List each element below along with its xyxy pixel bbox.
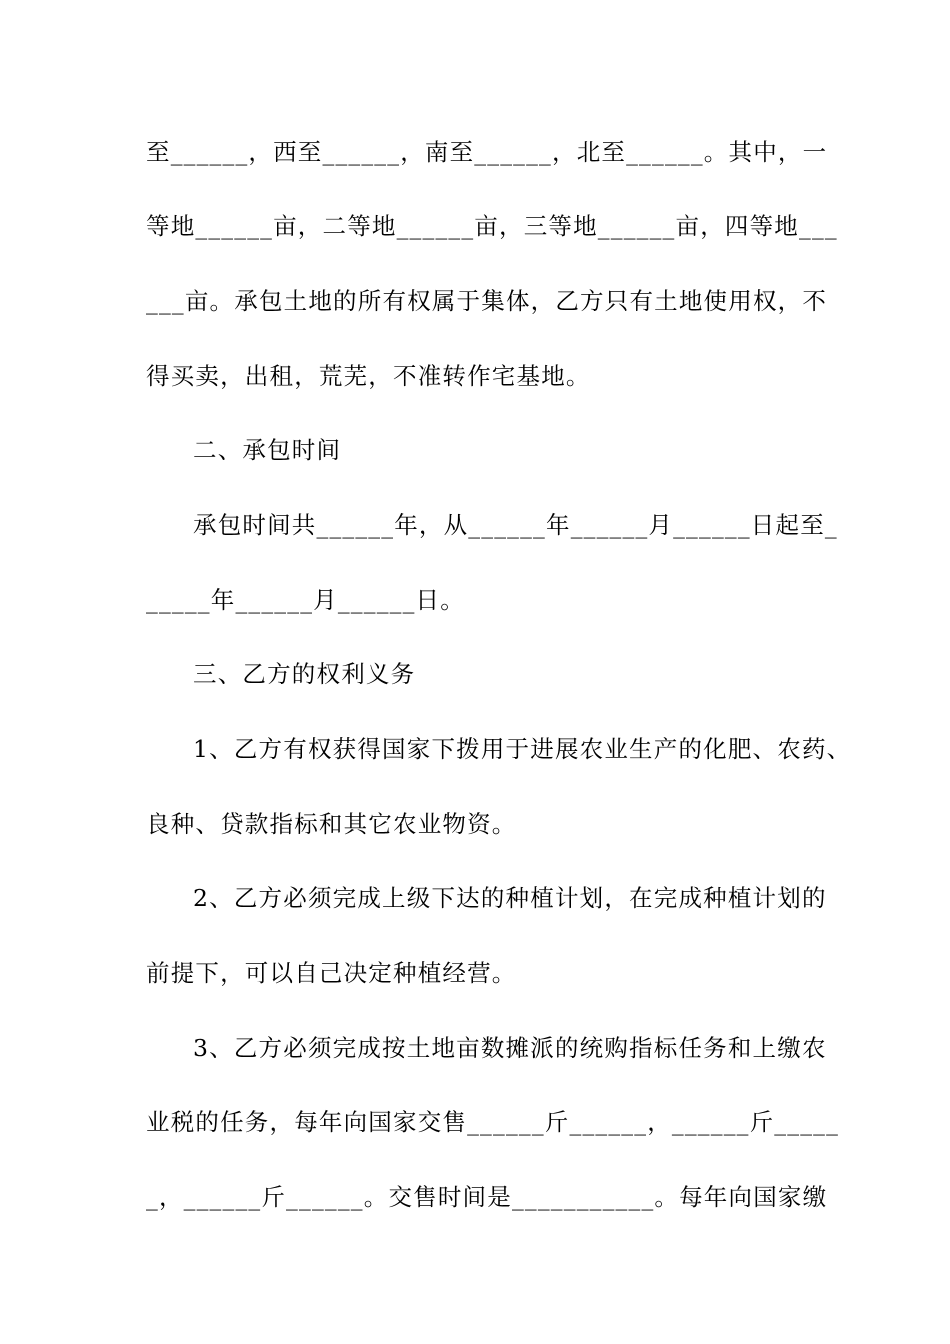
paragraph-line: 前提下，可以自己决定种植经营。 xyxy=(146,959,517,987)
paragraph-line: 2、乙方必须完成上级下达的种植计划，在完成种植计划的 xyxy=(193,884,827,912)
section-heading: 三、乙方的权利义务 xyxy=(193,660,416,688)
paragraph-line: 良种、贷款指标和其它农业物资。 xyxy=(146,810,517,838)
paragraph-line: _，______斤______。交售时间是___________。每年向国家缴 xyxy=(146,1183,828,1211)
paragraph-line: 得买卖，出租，荒芜，不准转作宅基地。 xyxy=(146,362,591,390)
paragraph-line: ___亩。承包土地的所有权属于集体，乙方只有土地使用权，不 xyxy=(146,287,828,315)
paragraph-line: _____年______月______日。 xyxy=(146,586,465,614)
paragraph-line: 等地______亩，二等地______亩，三等地______亩，四等地___ xyxy=(146,212,838,240)
paragraph-line: 业税的任务，每年向国家交售______斤______，______斤_____ xyxy=(146,1108,840,1136)
paragraph-line: 至______，西至______，南至______，北至______。其中，一 xyxy=(146,138,828,166)
section-heading: 二、承包时间 xyxy=(193,436,342,464)
paragraph-line: 承包时间共______年，从______年______月______日起至_ xyxy=(193,511,838,539)
paragraph-line: 3、乙方必须完成按土地亩数摊派的统购指标任务和上缴农 xyxy=(193,1034,827,1062)
paragraph-line: 1、乙方有权获得国家下拨用于进展农业生产的化肥、农药、 xyxy=(193,735,852,763)
